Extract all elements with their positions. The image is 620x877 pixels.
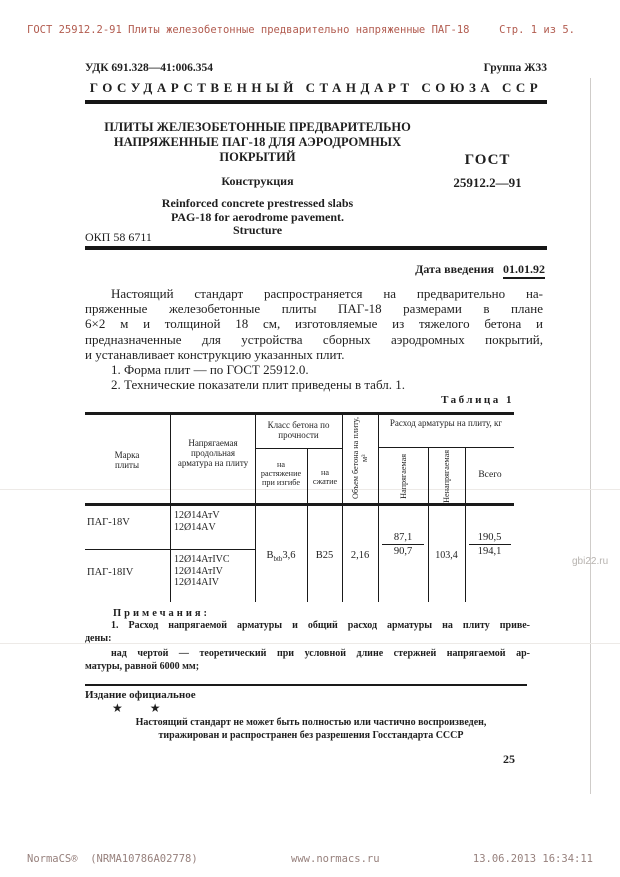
col-header-reinforcement: Напрягаемая продольная арматура на плиту [177, 438, 249, 468]
gost-label: ГОСТ [464, 152, 511, 168]
title-subtitle: Конструкция [221, 174, 294, 188]
clause-1: 1. Форма плит — по ГОСТ 25912.0. [111, 362, 309, 378]
col-header-volume: Объем бетона на плиту, м³ [351, 417, 369, 500]
paragraph-line: и устанавливает конструкцию указанных плит. [85, 346, 345, 362]
cell-volume: 2,16 [350, 550, 370, 561]
paragraph-line: 6×2 м и толщиной 18 см, изготовляемые из тяжелого бетона и [85, 316, 543, 332]
table-subrule-concrete [255, 448, 342, 449]
document-title-block [85, 120, 430, 238]
table-row-separator [85, 549, 255, 550]
footer-url: www.normacs.ru [291, 853, 380, 865]
col-header-nonprestressed: Ненапрягаемая [442, 449, 451, 503]
okp-code: ОКП 58 6711 [85, 230, 152, 244]
notes-heading: Примечания: [113, 608, 211, 619]
license-id: (NRMA10786A02778) [90, 853, 198, 865]
cell-total-consumption [465, 532, 514, 557]
col-header-consumption: Расход арматуры на плиту, кг [389, 418, 503, 428]
header-stamp-page-indicator: Стр. 1 из 5. [499, 24, 575, 36]
note-line: 1. Расход напрягаемой арматуры и общий расход арматуры на плиту приве- [111, 620, 530, 631]
note-line: дены: [85, 632, 112, 644]
paragraph-line: пряженные железобетонные плиты ПАГ-18 размерами в плане [85, 301, 543, 317]
table-row-bars [174, 510, 220, 533]
tension-class-value: 3,6 [282, 550, 296, 561]
table-caption: Таблица 1 [441, 394, 514, 406]
fraction-bar [469, 544, 511, 545]
paragraph-line: Настоящий стандарт распространяется на предварительно на- [111, 286, 543, 301]
col-header-concrete-class: Класс бетона по прочности [267, 420, 330, 440]
cell-prestressed-consumption [378, 532, 428, 557]
scan-page-edge-line [590, 78, 591, 794]
paragraph-line: предназначенные для устройства сборных аэродромных покрытий, [85, 331, 543, 347]
footer-datetime: 13.06.2013 16:34:11 [472, 853, 593, 865]
viewer-footer-stamp [27, 853, 593, 865]
title-line-1: ПЛИТЫ ЖЕЛЕЗОБЕТОННЫЕ ПРЕДВАРИТЕЛЬНО [104, 120, 411, 134]
table-vline [255, 412, 256, 602]
introduction-date [85, 262, 545, 277]
title-line-3: ПОКРЫТИЙ [219, 150, 296, 164]
cell-nonprestressed-consumption: 103,4 [435, 550, 458, 561]
fraction-bar [382, 544, 424, 545]
introduction-date-value: 01.01.92 [503, 262, 545, 279]
note-line: матуры, равной 6000 мм; [85, 660, 200, 672]
bar-spec: 12Ø14АIV [174, 577, 219, 588]
introduction-date-label: Дата введения [415, 262, 494, 276]
viewer-header-stamp [27, 24, 575, 36]
stars-ornament: ★ ★ [112, 701, 173, 715]
table-vline [378, 412, 379, 602]
group-code: Группа Ж33 [483, 62, 547, 74]
table-header-rule [85, 503, 514, 506]
bar-spec: 12Ø14АтIV [174, 565, 223, 577]
divider-rule [85, 246, 547, 250]
col-header-volume-box [343, 416, 377, 501]
title-english-1: Reinforced concrete prestressed slabs [161, 196, 354, 210]
table-vline [170, 412, 171, 602]
clause-2: 2. Технические показатели плит приведены в табл. 1. [111, 377, 405, 393]
page-number: 25 [503, 752, 515, 766]
table-top-rule [85, 412, 514, 415]
tension-class-subscript: btb [273, 555, 283, 564]
total-actual: 194,1 [477, 546, 502, 557]
copyright-line: тиражирован и распространен без разрешения Госстандарта СССР [158, 730, 464, 741]
table-row-mark: ПАГ-18V [87, 517, 130, 528]
technical-indicators-table [85, 412, 514, 602]
bar-spec: 12Ø14АтV [174, 510, 220, 521]
prestressed-actual: 90,7 [393, 546, 413, 557]
col-header-total: Всего [478, 470, 502, 480]
footer-rule [85, 684, 527, 686]
bar-spec: 12Ø14АтIVC [174, 554, 230, 565]
tension-class-base: В [266, 550, 274, 561]
copyright-line: Настоящий стандарт не может быть полностью или частично воспроизведен, [135, 717, 487, 728]
cell-compression-class: В25 [315, 550, 334, 561]
col-header-nonprestressed-box [429, 450, 464, 502]
col-header-prestressed: Напрягаемая [398, 453, 408, 499]
table-row-bars [174, 554, 230, 589]
edition-label: Издание официальное [85, 689, 196, 701]
total-theoretical: 190,5 [477, 532, 502, 543]
table-row-mark: ПАГ-18IV [87, 567, 134, 578]
title-english-2: PAG-18 for aerodrome pavement. [170, 209, 345, 224]
title-english-3: Structure [232, 223, 283, 237]
note-line: над чертой — теоретический при условной длине стержней напрягаемой ар- [111, 648, 530, 659]
col-header-mark: Марка плиты [114, 450, 140, 470]
table-vline [307, 448, 308, 602]
scope-paragraph [85, 286, 543, 392]
header-stamp-title: ГОСТ 25912.2-91 Плиты железобетонные предварительно напряженные ПАГ-18 [27, 24, 470, 36]
watermark-text: gbi22.ru [572, 556, 609, 567]
col-header-prestressed-box [379, 450, 427, 502]
footer-brand-license [27, 853, 198, 865]
union-standard-heading: ГОСУДАРСТВЕННЫЙ СТАНДАРТ СОЮЗА ССР [85, 80, 547, 104]
normacs-brand: NormaCS® [27, 853, 78, 865]
col-header-tension: на растяжение при изгибе [260, 460, 302, 487]
prestressed-theoretical: 87,1 [393, 532, 413, 543]
title-line-2: НАПРЯЖЕННЫЕ ПАГ-18 ДЛЯ АЭРОДРОМНЫХ [113, 135, 402, 149]
table-subrule-consumption [378, 447, 514, 448]
copyright-notice [90, 716, 532, 742]
cell-tension-class [255, 550, 307, 563]
udk-group-row [85, 62, 547, 74]
gost-number: 25912.2—91 [453, 175, 522, 190]
col-header-compression: на сжатие [312, 468, 338, 486]
udk-code: УДК 691.328—41:006.354 [85, 62, 213, 74]
gost-designation [430, 152, 545, 191]
bar-spec: 12Ø14АV [174, 521, 216, 533]
notes-section [85, 608, 530, 673]
